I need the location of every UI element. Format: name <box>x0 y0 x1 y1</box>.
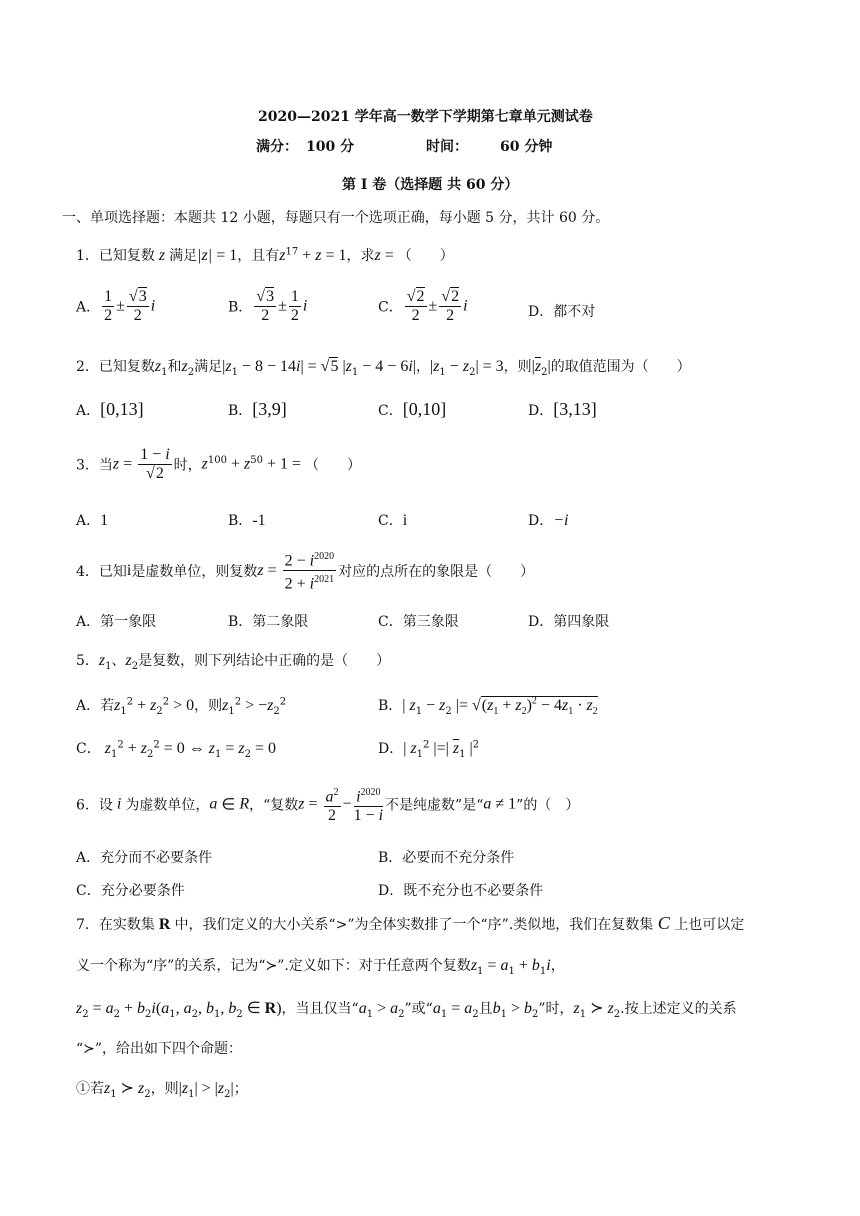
q3-option-b[interactable]: B．-1 <box>228 512 266 529</box>
question-4: 4．已知i是虚数单位，则复数z = $\frac{2 - i^{2020}}{2 + i^{2021}}$ 对应的点所在的象限是（ ） <box>76 548 534 594</box>
question-1: 1．已知复数 z 满足|z| = 1，且有$z^{17} + z = 1$，求z = （ ） <box>76 246 454 264</box>
q1-option-b[interactable]: B． $\frac{√3}{2}$ ± $\frac{1}{2}$ i <box>228 288 308 324</box>
q1-option-a[interactable]: A． $\frac{1}{2}$ ± $\frac{√3}{2}$ i <box>76 288 156 324</box>
q6-option-a[interactable]: A．充分而不必要条件 <box>76 850 213 866</box>
page-title: 2020—2021 学年高一数学下学期第七章单元测试卷 <box>258 109 593 125</box>
question-7-item-1: ①若$z_1$ ≻ $z_2$，则$|z_1| > |z_2|$； <box>76 1080 248 1100</box>
question-5: 5．$z_1$、$z_2$是复数，则下列结论中正确的是（ ） <box>76 652 391 672</box>
q4-option-c[interactable]: C．第三象限 <box>378 614 459 630</box>
q5-option-b[interactable]: B．| $z_1 - z_2$ |= $√(z_1 + z_2)^2 - 4z_1 \cdot z_2$ <box>378 695 598 718</box>
q5-option-c[interactable]: C． $z_1^2 + z_2^2 = 0$ ⇔ $z_1 = z_2 = 0$ <box>76 739 277 760</box>
question-3: 3．当z = $\frac{1 - i}{√2}$ 时，$z^{100} + z^{50} + 1$ = （ ） <box>76 446 362 482</box>
q2-option-b[interactable]: B．[3,9] <box>228 399 287 419</box>
score-value: 100 分 <box>306 139 355 155</box>
q5-option-a[interactable]: A．若$z_1^2 + z_2^2 > 0$，则$z_1^2 > -z_2^2$ <box>76 696 287 717</box>
time-label: 时间： <box>426 139 468 155</box>
q2-option-a[interactable]: A．[0,13] <box>76 399 144 419</box>
q2-option-c[interactable]: C．[0,10] <box>378 399 447 419</box>
section-intro: 一、单项选择题：本题共 12 小题，每题只有一个选项正确，每小题 5 分，共计 60 分。 <box>62 210 610 226</box>
q6-option-d[interactable]: D．既不充分也不必要条件 <box>378 883 544 899</box>
q6-option-b[interactable]: B．必要而不充分条件 <box>378 850 515 866</box>
q3-option-c[interactable]: C．i <box>378 512 408 529</box>
q5-option-d[interactable]: D．| $z_1^2$ |=| $\overline{z}_1$ $|^2$ <box>378 739 480 760</box>
question-7-line-2: 义一个称为“序”的关系，记为“≻”.定义如下：对于任意两个复数$z_1 = a_1 + b_1i$， <box>76 957 565 977</box>
q6-option-c[interactable]: C．充分必要条件 <box>76 883 185 899</box>
time-value: 60 分钟 <box>500 139 553 155</box>
q3-option-d[interactable]: D．−i <box>528 512 569 529</box>
volume-heading: 第 I 卷（选择题 共 60 分） <box>342 177 519 193</box>
q4-option-d[interactable]: D．第四象限 <box>528 614 610 630</box>
question-6: 6．设 i 为虚数单位，a ∈ R，“复数z = $\frac{a^2}{2}$ − $\frac{i^{2020}}{1 - i}$ 不是纯虚数”是“a ≠ 1”的（ ） <box>76 784 579 825</box>
q4-option-a[interactable]: A．第一象限 <box>76 614 157 630</box>
q3-option-a[interactable]: A．1 <box>76 512 109 529</box>
score-label: 满分： <box>256 139 298 155</box>
question-7-line-4: “≻”，给出如下四个命题： <box>76 1041 243 1057</box>
question-2: 2．已知复数$z_1$和$z_2$满足$|z_1 - 8 - 14i| = √5$ $|z_1 - 4 - 6i|$，$|z_1 - z_2| = 3$，则$|\overline{z}_2|$的取值范围为（ ） <box>76 358 691 378</box>
q2-option-d[interactable]: D．[3,13] <box>528 399 597 419</box>
question-7-line-1: 7．在实数集 R 中，我们定义的大小关系“>”为全体实数排了一个“序”.类似地，我们在复数集 C 上也可以定 <box>76 913 745 933</box>
question-7-line-3: $z_2 = a_2 + b_2i(a_1$, $a_2$, $b_1$, $b_2$ ∈ R)，当且仅当“$a_1 > a_2$”或“$a_1 = a_2$且$b_1 > b_2$”时，$z_1$ ≻ $z_2$.按上述定义的关系 <box>76 1000 737 1020</box>
q1-option-c[interactable]: C． $\frac{√2}{2}$ ± $\frac{√2}{2}$ i <box>378 288 468 324</box>
q1-option-d[interactable]: D．都不对 <box>528 304 596 320</box>
q4-option-b[interactable]: B．第二象限 <box>228 614 309 630</box>
